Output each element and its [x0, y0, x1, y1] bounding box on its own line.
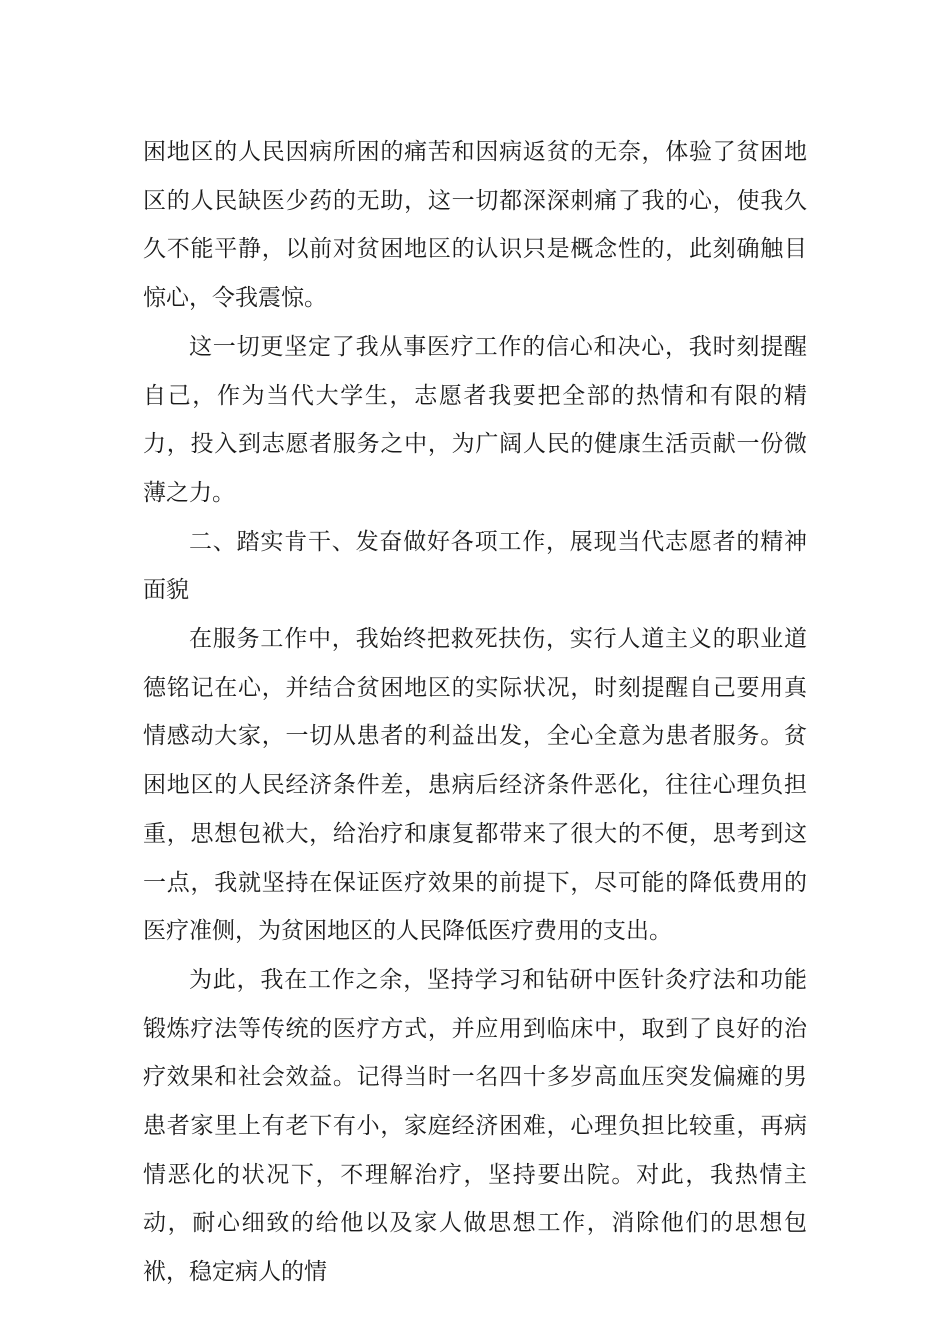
paragraph-continued: 困地区的人民因病所困的痛苦和因病返贫的无奈，体验了贫困地区的人民缺医少药的无助，这一切都深深刺痛了我的心，使我久久不能平静，以前对贫困地区的认识只是概念性的，此刻确触目惊心，令我震惊。 [143, 139, 807, 312]
document-page [143, 128, 807, 1297]
section-heading: 二、踏实肯干、发奋做好各项工作，展现当代志愿者的精神面貌 [143, 528, 807, 604]
paragraph-resolve: 这一切更坚定了我从事医疗工作的信心和决心，我时刻提醒自己，作为当代大学生，志愿者我要把全部的热情和有限的精力，投入到志愿者服务之中，为广阔人民的健康生活贡献一份微薄之力。 [143, 333, 807, 506]
paragraph-traditional-medicine: 为此，我在工作之余，坚持学习和钻研中医针灸疗法和功能锻炼疗法等传统的医疗方式，并应用到临床中，取到了良好的治疗效果和社会效益。记得当时一名四十多岁高血压突发偏瘫的男患者家里上有老下有小，家庭经济困难，心理负担比较重，再病情恶化的状况下，不理解治疗，坚持要出院。对此，我热情主动，耐心细致的给他以及家人做思想工作，消除他们的思想包袱，稳定病人的情 [143, 966, 807, 1286]
paragraph-service-work: 在服务工作中，我始终把救死扶伤，实行人道主义的职业道德铭记在心，并结合贫困地区的实际状况，时刻提醒自己要用真情感动大家，一切从患者的利益出发，全心全意为患者服务。贫困地区的人民经济条件差，患病后经济条件恶化，往往心理负担重，思想包袱大，给治疗和康复都带来了很大的不便，思考到这一点，我就坚持在保证医疗效果的前提下，尽可能的降低费用的医疗准侧，为贫困地区的人民降低医疗费用的支出。 [143, 626, 807, 945]
